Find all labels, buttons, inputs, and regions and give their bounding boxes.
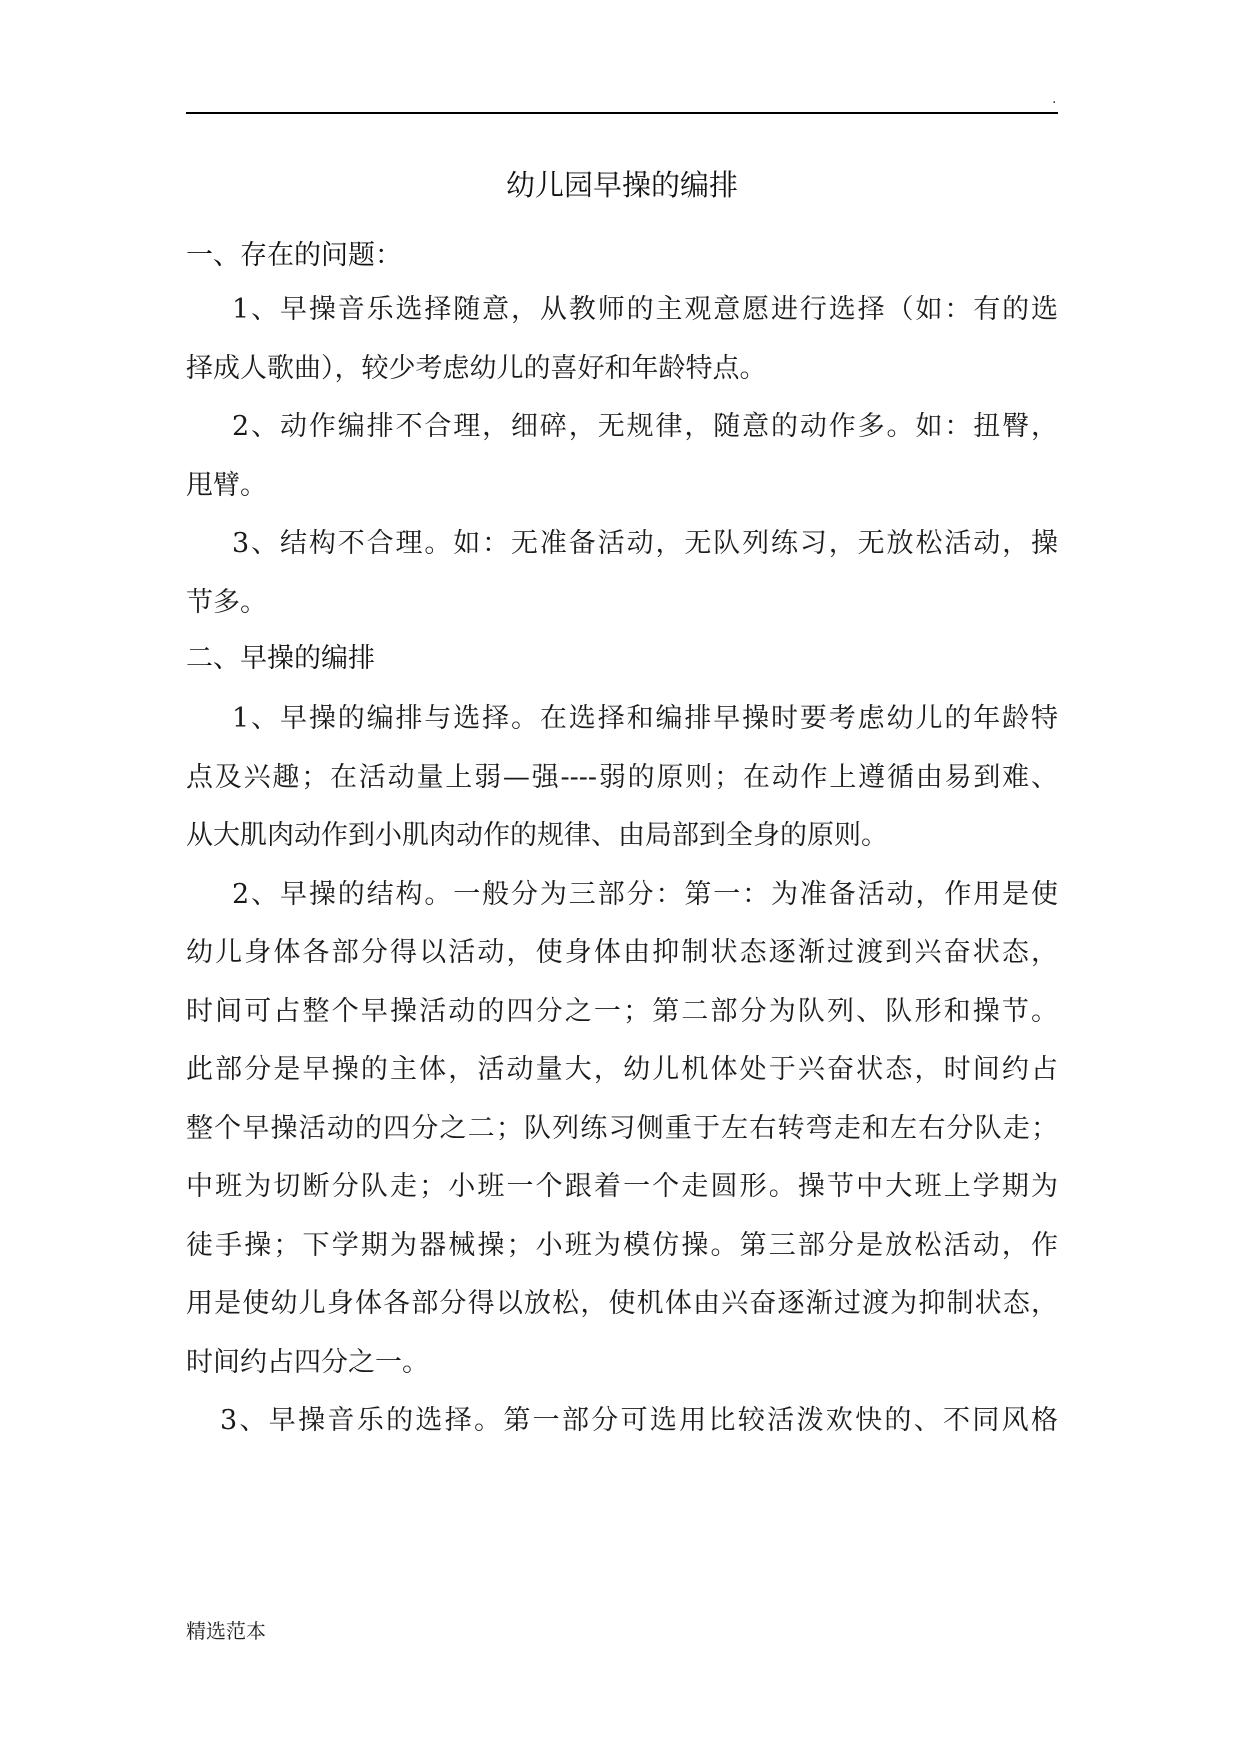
paragraph-line: 2、动作编排不合理，细碎，无规律，随意的动作多。如：扭臀， — [232, 411, 1058, 442]
paragraph-line: 1、早操的编排与选择。在选择和编排早操时要考虑幼儿的年龄特 — [232, 703, 1058, 734]
paragraph-line: 1、早操音乐选择随意，从教师的主观意愿进行选择（如：有的选 — [232, 294, 1058, 325]
paragraph-line: 节多。 — [186, 587, 267, 618]
section-heading-arrangement: 二、早操的编排 — [186, 643, 375, 674]
paragraph-line: 时间约占四分之一。 — [186, 1347, 429, 1378]
paragraph-line: 3、早操音乐的选择。第一部分可选用比较活泼欢快的、不同风格 — [220, 1405, 1058, 1436]
paragraph-line: 中班为切断分队走；小班一个跟着一个走圆形。操节中大班上学期为 — [186, 1171, 1058, 1202]
paragraph-line: 3、结构不合理。如：无准备活动，无队列练习，无放松活动，操 — [232, 528, 1058, 559]
paragraph-line: 2、早操的结构。一般分为三部分：第一：为准备活动，作用是使 — [232, 879, 1058, 910]
paragraph-line: 择成人歌曲），较少考虑幼儿的喜好和年龄特点。 — [186, 353, 767, 384]
paragraph-line: 徒手操；下学期为器械操；小班为模仿操。第三部分是放松活动，作 — [186, 1230, 1058, 1261]
paragraph-line: 用是使幼儿身体各部分得以放松，使机体由兴奋逐渐过渡为抑制状态， — [186, 1288, 1058, 1319]
paragraph-line: 整个早操活动的四分之二；队列练习侧重于左右转弯走和左右分队走； — [186, 1113, 1058, 1144]
paragraph-line: 从大肌肉动作到小肌肉动作的规律、由局部到全身的原则。 — [186, 820, 888, 851]
paragraph-line: 甩臂。 — [186, 470, 267, 501]
paragraph-line: 点及兴趣；在活动量上弱—强----弱的原则；在动作上遵循由易到难、 — [186, 762, 1058, 793]
paragraph-line: 时间可占整个早操活动的四分之一；第二部分为队列、队形和操节。 — [186, 996, 1058, 1027]
header-rule — [186, 112, 1058, 114]
section-heading-problems: 一、存在的问题： — [186, 240, 402, 271]
header-dot: . — [1052, 91, 1057, 107]
paragraph-line: 幼儿身体各部分得以活动，使身体由抑制状态逐渐过渡到兴奋状态， — [186, 937, 1058, 968]
footer-label: 精选范本 — [186, 1619, 266, 1643]
page-title: 幼儿园早操的编排 — [505, 168, 738, 202]
paragraph-line: 此部分是早操的主体，活动量大，幼儿机体处于兴奋状态，时间约占 — [186, 1054, 1058, 1085]
